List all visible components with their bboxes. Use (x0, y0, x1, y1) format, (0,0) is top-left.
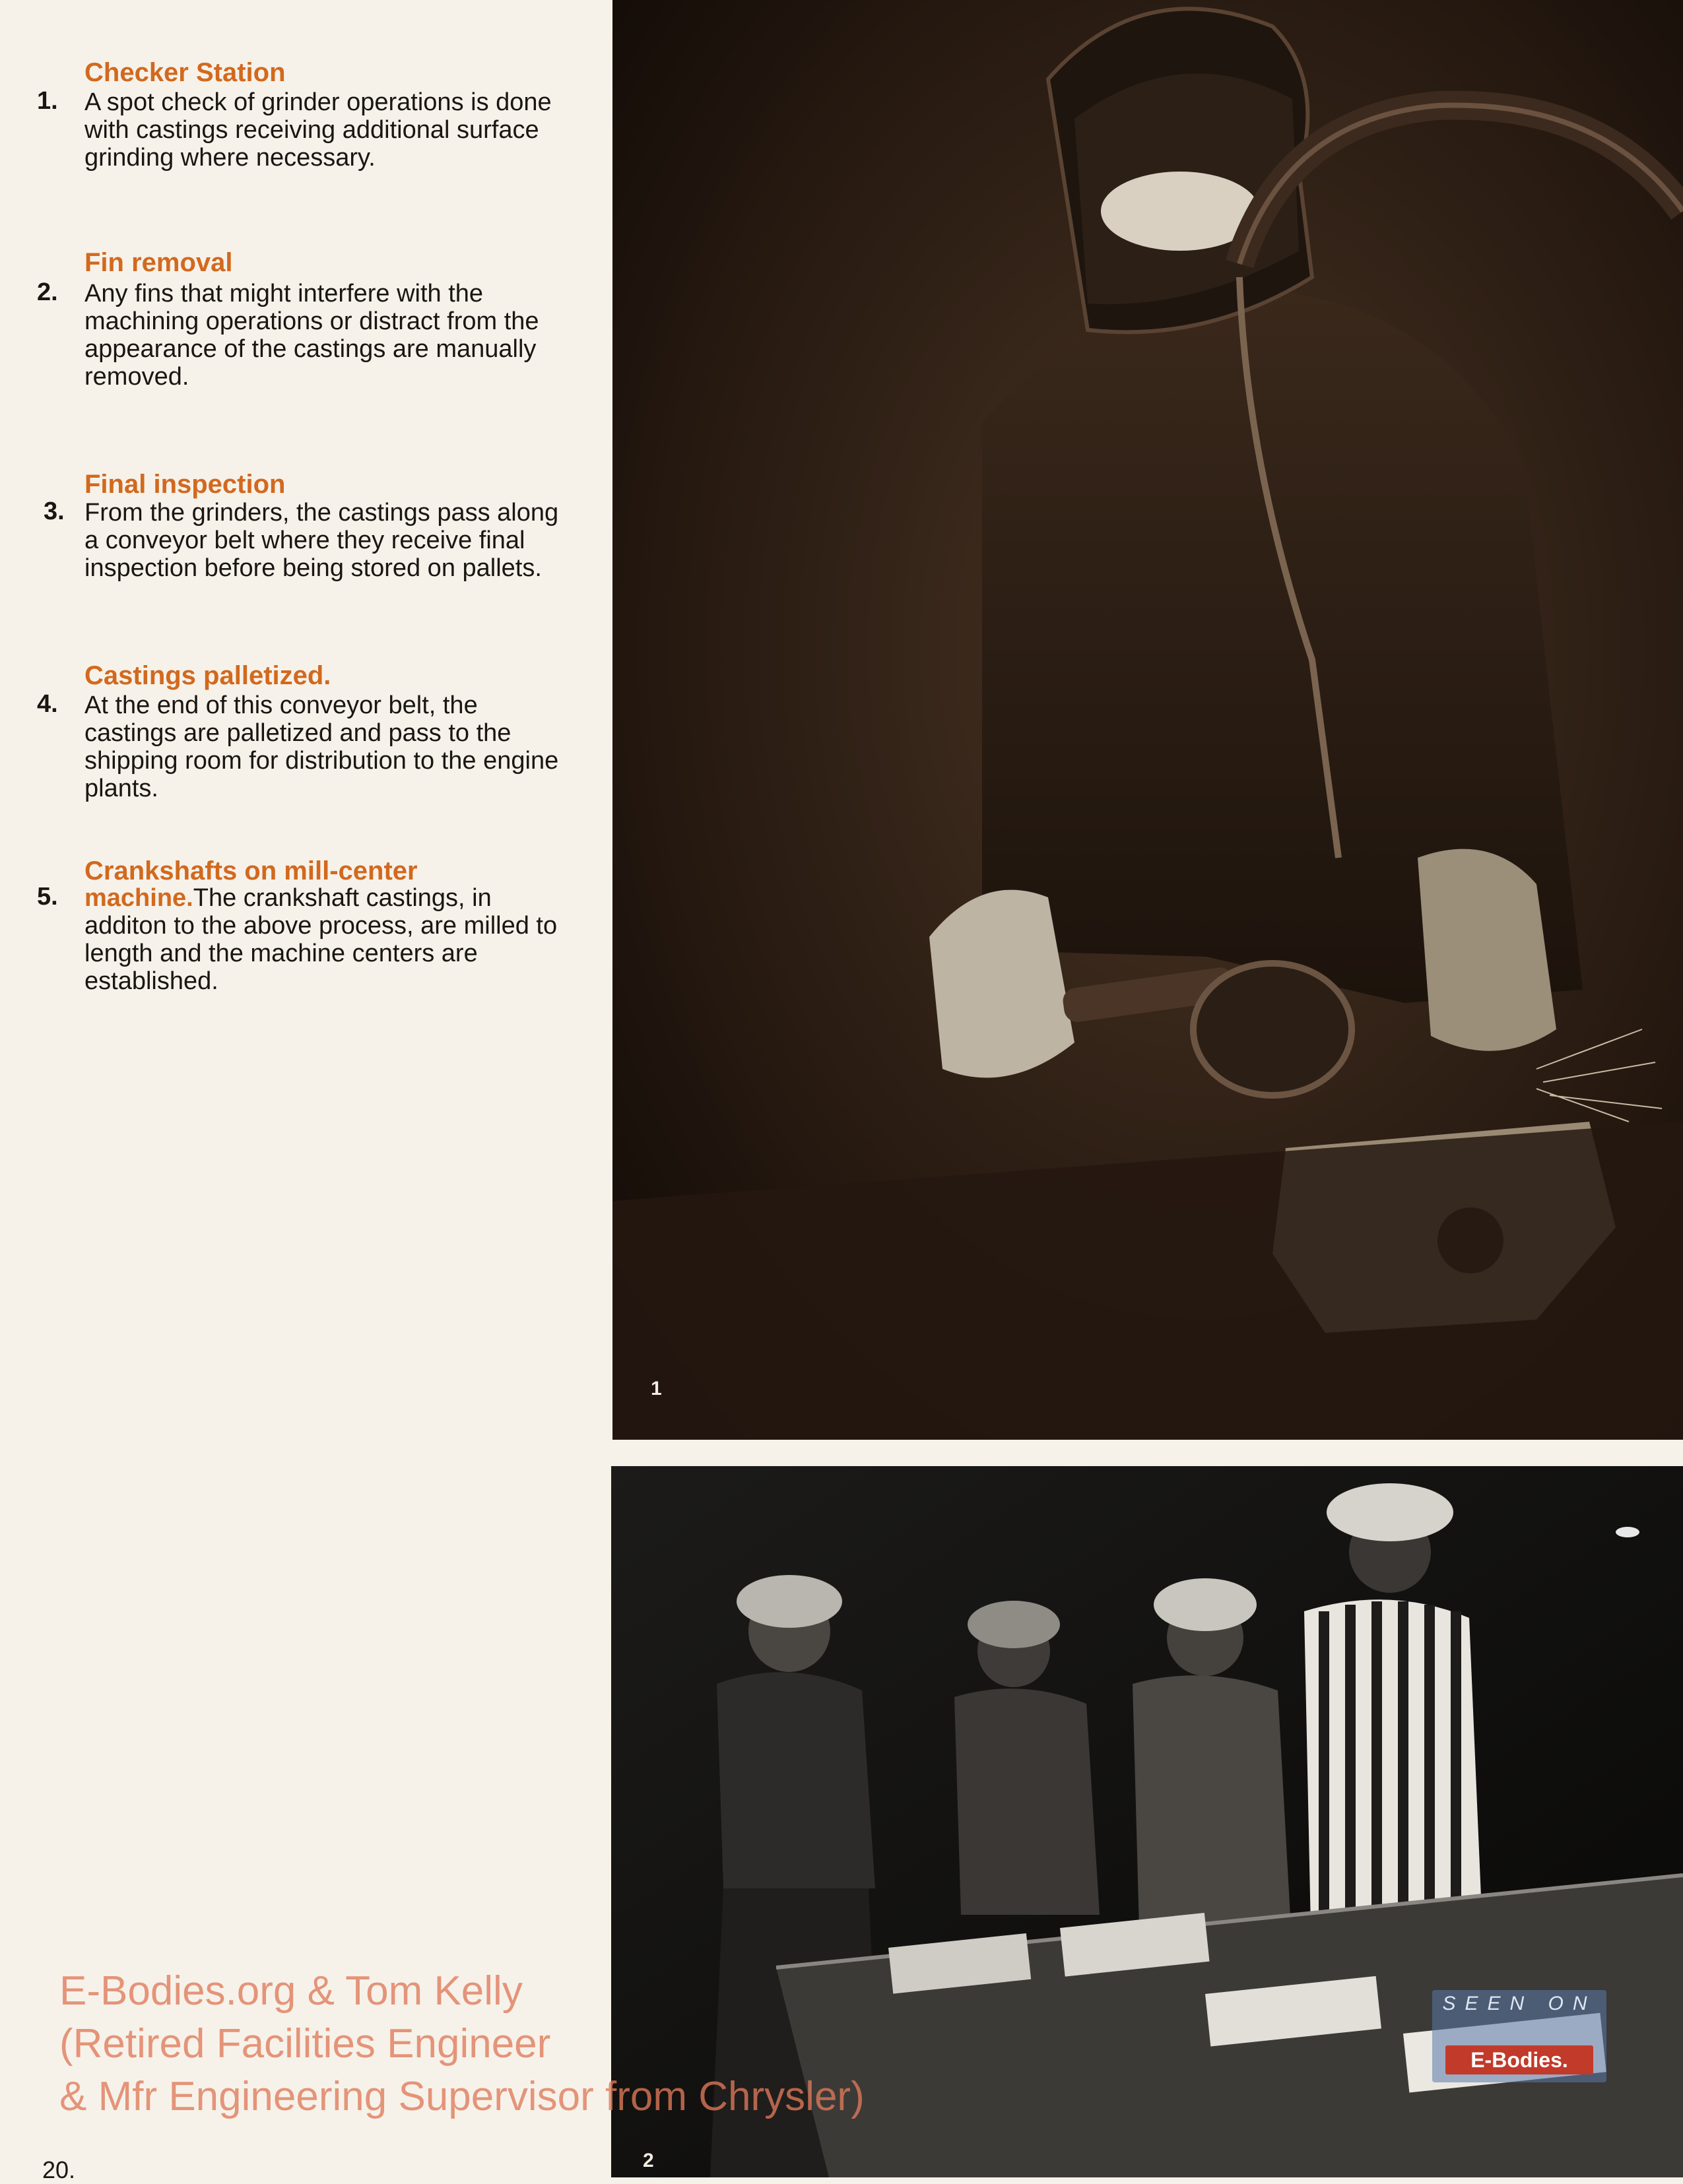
step-body: From the grinders, the castings pass along a conveyor belt where they receive final inspection before being stored on pallets. (84, 499, 559, 582)
page-number: 20. (42, 2156, 76, 2183)
step-number: 2. (37, 278, 58, 306)
step-body-text: The crankshaft castings, in additon to the above process, are milled to length and the machine centers are established. (84, 884, 558, 995)
badge-label: SEEN ON (1442, 1993, 1597, 2014)
step-body: Any fins that might interfere with the machining operations or distract from the appearance of the castings are manually removed. (84, 280, 539, 391)
step-title: Castings palletized. (84, 661, 331, 690)
watermark-line: E-Bodies.org & Tom Kelly (59, 1968, 523, 2014)
step-body: At the end of this conveyor belt, the castings are palletized and pass to the shipping room for distribution to the engine plants. (84, 691, 559, 802)
step-title: Crankshafts on mill-center (84, 856, 418, 885)
photo-number: 2 (643, 2150, 654, 2171)
watermark-line: (Retired Facilities Engineer (59, 2021, 551, 2067)
step-body: A spot check of grinder operations is done with castings receiving additional surface grinding where necessary. (84, 88, 552, 172)
photo-grinder-illustration (612, 0, 1683, 1440)
photo-grinder-operator (612, 0, 1683, 1440)
badge-brand: E-Bodies. (1445, 2045, 1593, 2074)
step-title: Fin removal (84, 248, 233, 277)
photo-number: 1 (651, 1378, 662, 1399)
step-number: 1. (37, 87, 58, 115)
step-title: Final inspection (84, 470, 286, 499)
step-title: Checker Station (84, 58, 286, 87)
step-number: 4. (37, 690, 58, 718)
step-number: 5. (37, 883, 58, 911)
step-body (84, 884, 573, 995)
watermark-credit (59, 1965, 983, 2123)
watermark-line: & Mfr Engineering Supervisor from Chrysler) (59, 2074, 865, 2119)
seen-on-badge (1432, 1990, 1606, 2082)
step-number: 3. (44, 498, 65, 525)
step-title-continued: machine. (84, 884, 193, 912)
